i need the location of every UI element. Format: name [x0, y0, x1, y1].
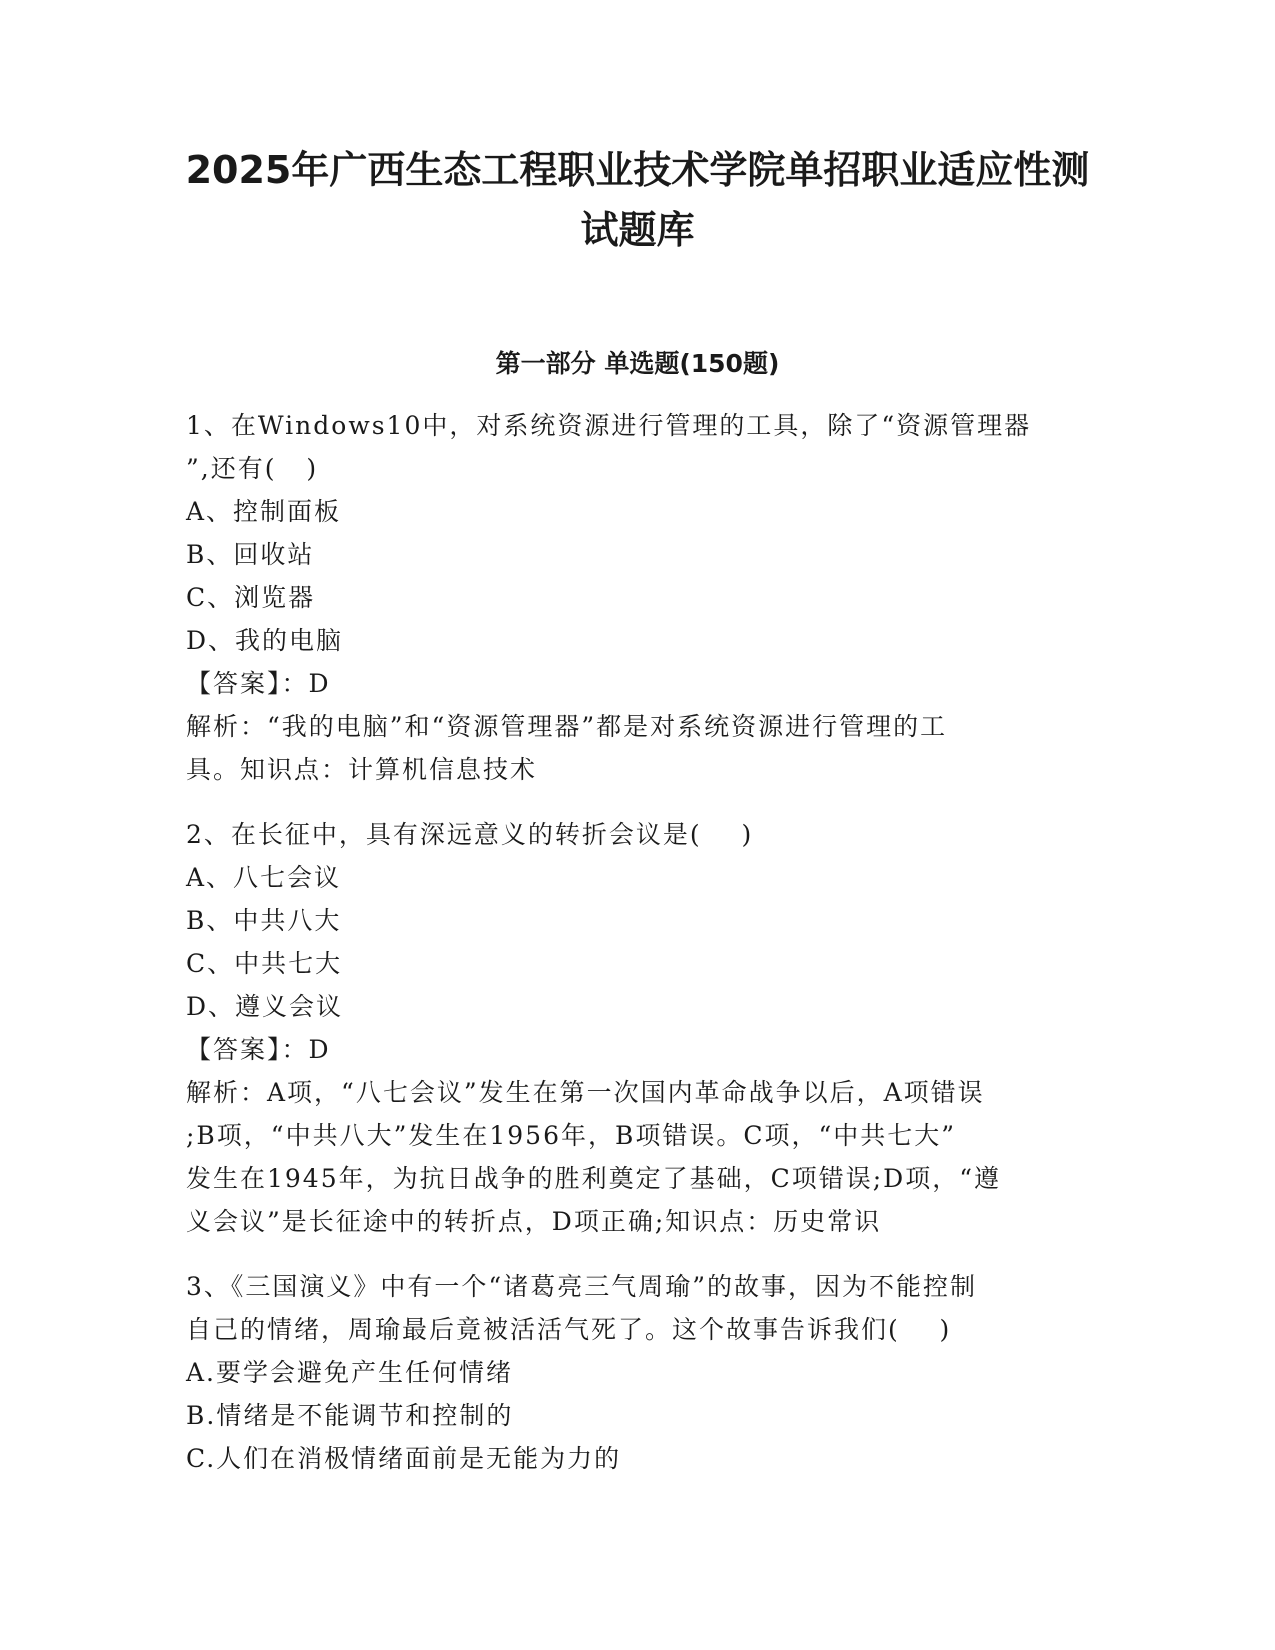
- question-1: [186, 404, 1086, 791]
- document-title-line-2: 试题库: [580, 208, 695, 252]
- analysis: ;B项，“中共八大”发生在1956年，B项错误。C项，“中共七大”: [186, 1121, 957, 1150]
- question-list: [186, 404, 1086, 1502]
- analysis: 义会议”是长征途中的转折点，D项正确;知识点：历史常识: [186, 1207, 882, 1236]
- question-3: [186, 1265, 1086, 1480]
- option-b: B、回收站: [186, 540, 315, 569]
- option-a: A、控制面板: [186, 497, 342, 526]
- analysis: 解析：“我的电脑”和“资源管理器”都是对系统资源进行管理的工: [186, 712, 948, 741]
- option-a: A、八七会议: [186, 863, 342, 892]
- question-stem: 1、在Windows10中，对系统资源进行管理的工具，除了“资源管理器: [186, 411, 1032, 440]
- option-c: C.人们在消极情绪面前是无能为力的: [186, 1444, 622, 1473]
- option-c: C、浏览器: [186, 583, 316, 612]
- question-2: [186, 813, 1086, 1243]
- option-b: B.情绪是不能调节和控制的: [186, 1401, 514, 1430]
- option-a: A.要学会避免产生任何情绪: [186, 1358, 514, 1387]
- question-stem: 3、《三国演义》中有一个“诸葛亮三气周瑜”的故事，因为不能控制: [186, 1272, 977, 1301]
- document-title-line-1: 2025年广西生态工程职业技术学院单招职业适应性测: [185, 148, 1090, 192]
- answer: 【答案】：D: [186, 669, 331, 698]
- question-stem: ”,还有( ): [186, 454, 319, 483]
- analysis: 具。知识点：计算机信息技术: [186, 755, 538, 784]
- option-c: C、中共七大: [186, 949, 343, 978]
- document-title: [120, 140, 1155, 260]
- analysis: 解析：A项，“八七会议”发生在第一次国内革命战争以后，A项错误: [186, 1078, 985, 1107]
- option-d: D、遵义会议: [186, 992, 344, 1021]
- question-stem: 自己的情绪，周瑜最后竟被活活气死了。这个故事告诉我们( ): [186, 1315, 952, 1344]
- section-title: 第一部分 单选题(150题): [495, 349, 780, 378]
- option-d: D、我的电脑: [186, 626, 344, 655]
- answer: 【答案】：D: [186, 1035, 331, 1064]
- question-stem: 2、在长征中，具有深远意义的转折会议是( ): [186, 820, 754, 849]
- option-b: B、中共八大: [186, 906, 342, 935]
- analysis: 发生在1945年，为抗日战争的胜利奠定了基础，C项错误;D项，“遵: [186, 1164, 1002, 1193]
